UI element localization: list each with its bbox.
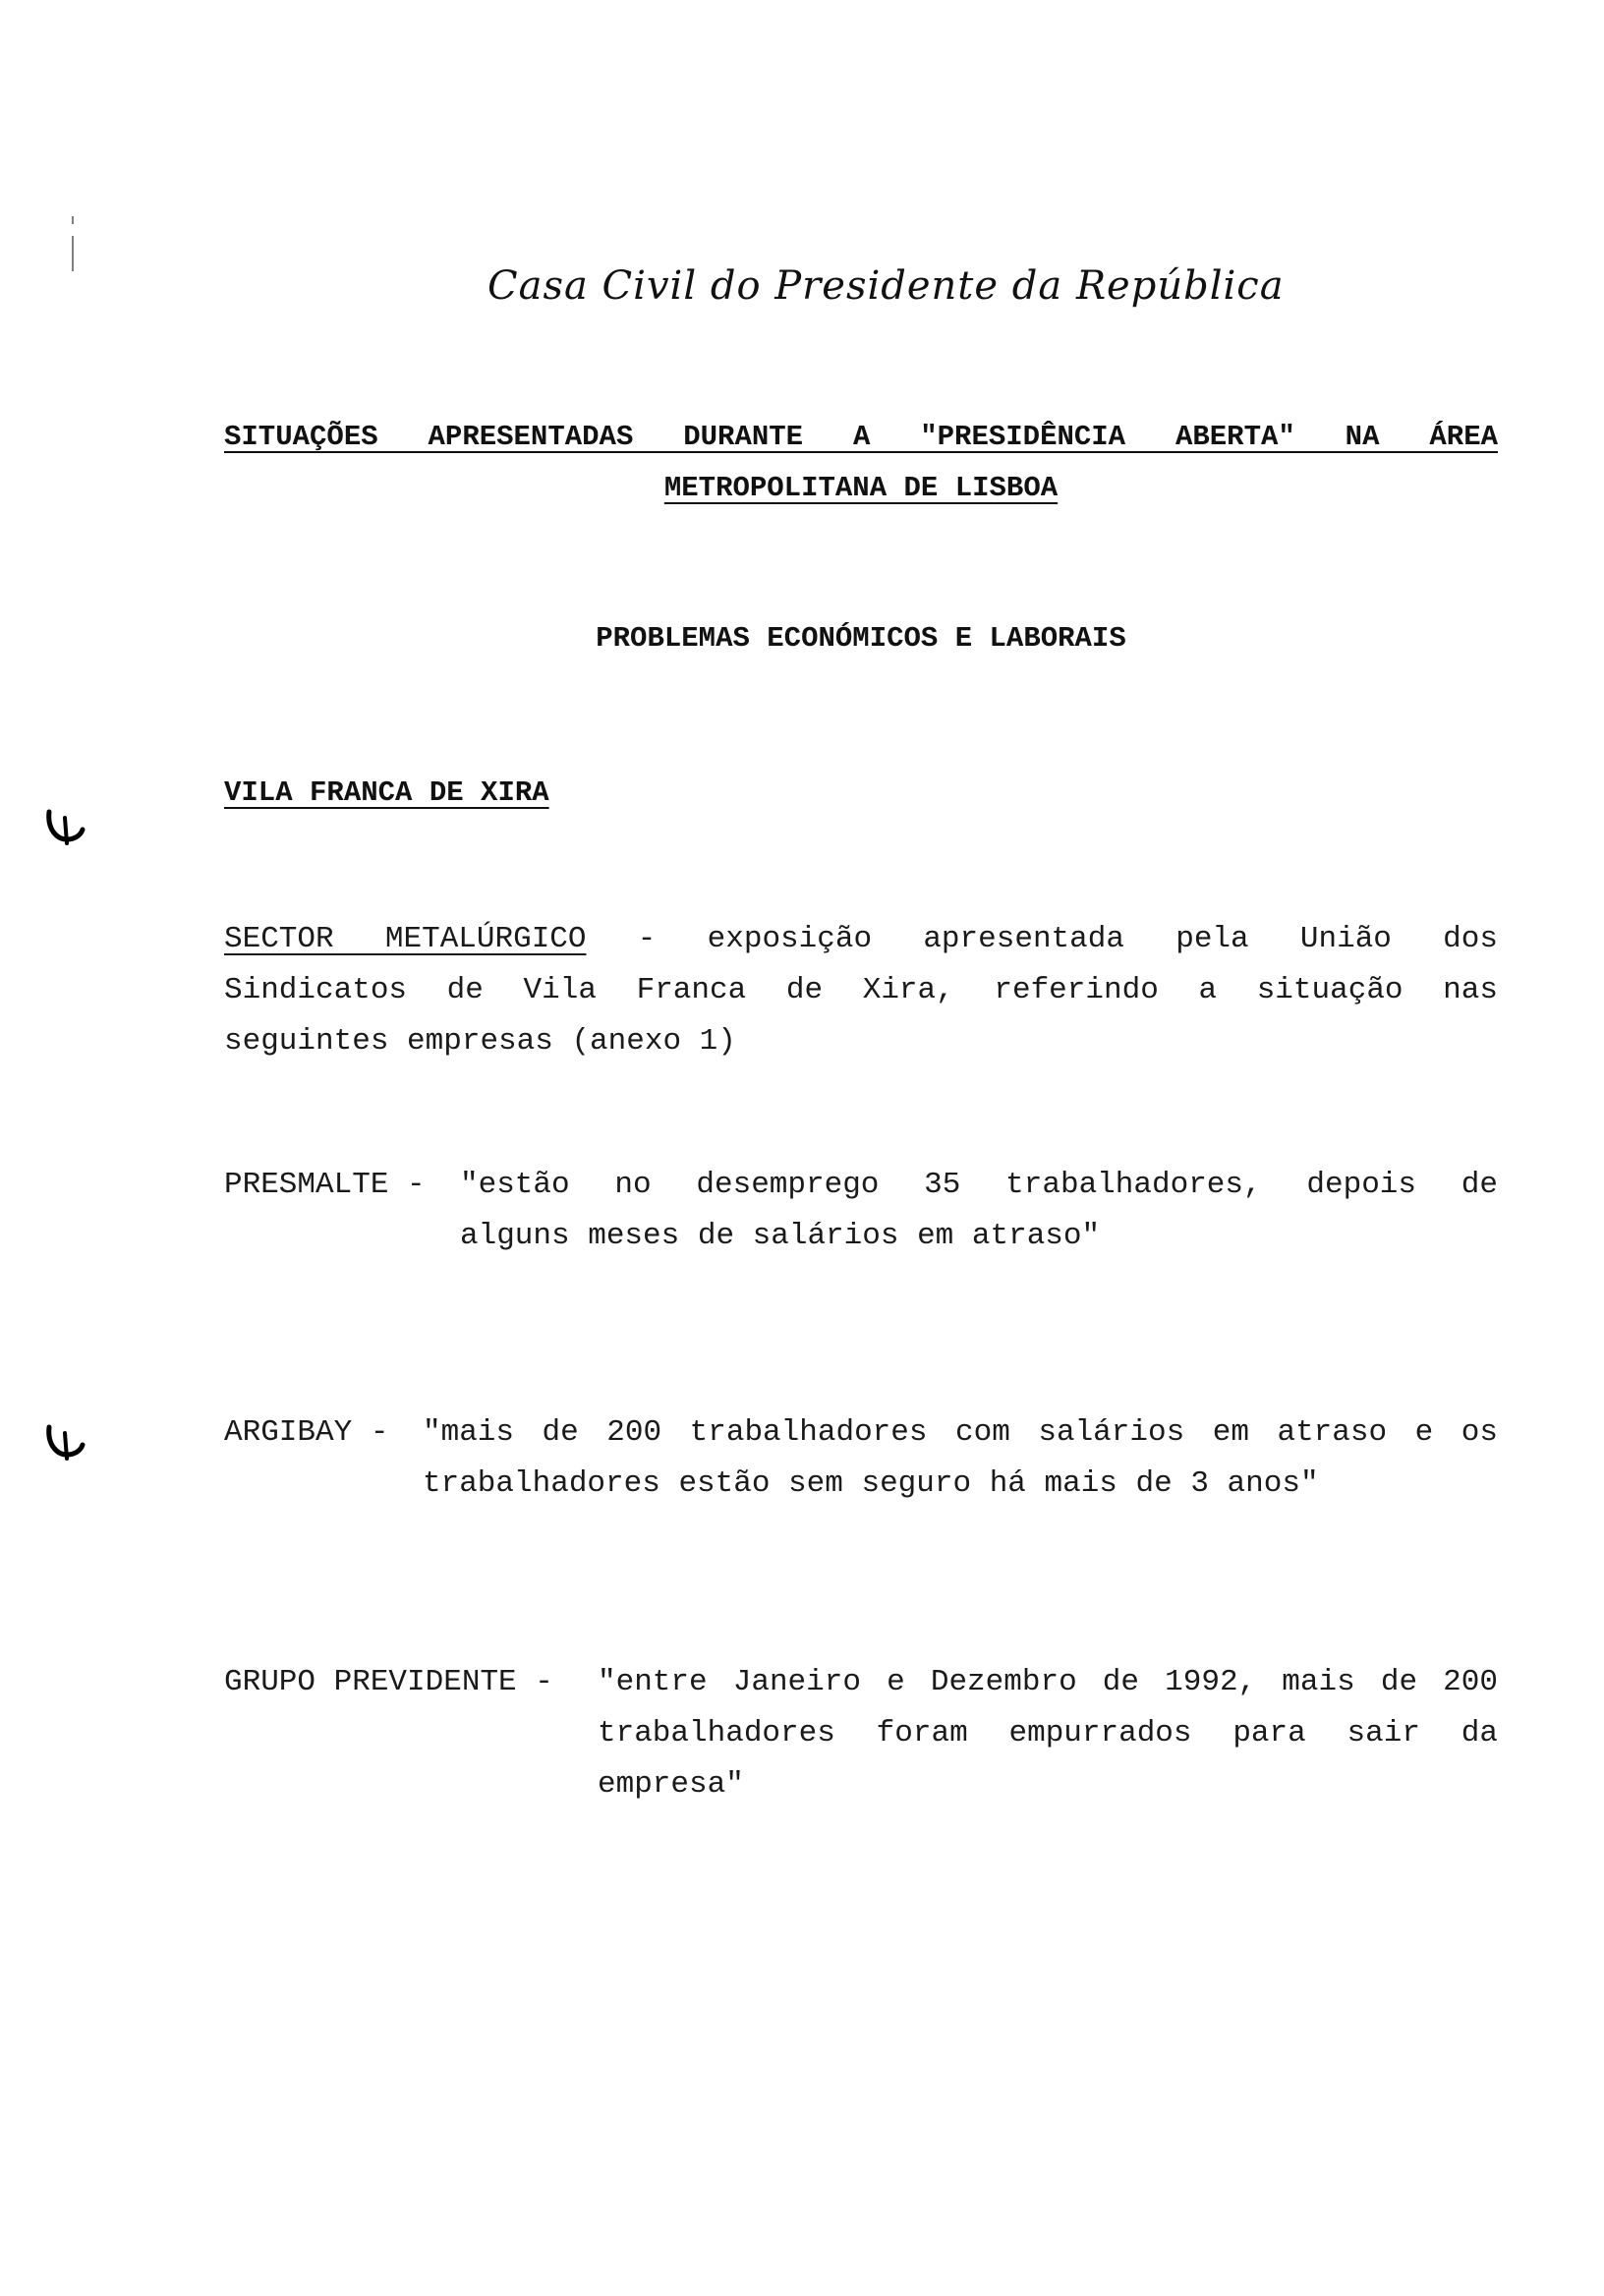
entry-presmalte — [224, 1160, 1498, 1262]
intro-line-2: Sindicatos de Vila Franca de Xira, referindo a situação nas — [224, 973, 1498, 1007]
entry-line: trabalhadores foram empurrados para sair da — [598, 1716, 1498, 1751]
place-heading-text: VILA FRANCA DE XIRA — [224, 776, 549, 809]
document-title-line-2 — [224, 472, 1498, 504]
document-title-line-1 — [224, 421, 1498, 453]
place-heading — [224, 776, 549, 809]
section-title: PROBLEMAS ECONÓMICOS E LABORAIS — [596, 622, 1126, 655]
entry-row — [224, 1160, 1498, 1262]
entry-line: "mais de 200 trabalhadores com salários em atraso e os — [423, 1415, 1498, 1450]
entry-line: trabalhadores estão sem seguro há mais de 3 anos" — [423, 1466, 1319, 1501]
document-title-text-2: METROPOLITANA DE LISBOA — [663, 472, 1059, 504]
entry-argibay — [224, 1407, 1498, 1510]
entry-line: "entre Janeiro e Dezembro de 1992, mais de 200 — [598, 1665, 1498, 1699]
letterhead: Casa Civil do Presidente da República — [487, 263, 1285, 309]
entry-grupo-previdente — [224, 1657, 1498, 1810]
intro-line-1-rest: - exposição apresentada pela União dos — [586, 922, 1498, 956]
intro-line-1 — [224, 914, 1498, 965]
entry-label: PRESMALTE - — [224, 1168, 426, 1202]
intro-line-3: seguintes empresas (anexo 1) — [224, 1024, 736, 1059]
entry-line: "estão no desemprego 35 trabalhadores, depois de — [460, 1168, 1498, 1202]
entry-row — [224, 1657, 1498, 1810]
entry-body — [224, 1407, 1498, 1510]
margin-tick-icon — [71, 216, 75, 271]
margin-hook-icon — [43, 1423, 86, 1463]
entry-label: GRUPO PREVIDENTE - — [224, 1665, 553, 1699]
margin-hook-icon — [43, 808, 86, 847]
entry-line: empresa" — [598, 1767, 744, 1802]
document-title-text-1: SITUAÇÕES APRESENTADAS DURANTE A "PRESIDÊNCIA ABERTA" NA ÁREA — [224, 421, 1498, 453]
intro-paragraph — [224, 914, 1498, 1067]
entry-line: alguns meses de salários em atraso" — [460, 1219, 1101, 1253]
intro-label: SECTOR METALÚRGICO — [224, 922, 587, 956]
entry-label: ARGIBAY - — [224, 1415, 389, 1450]
entry-row — [224, 1407, 1498, 1510]
